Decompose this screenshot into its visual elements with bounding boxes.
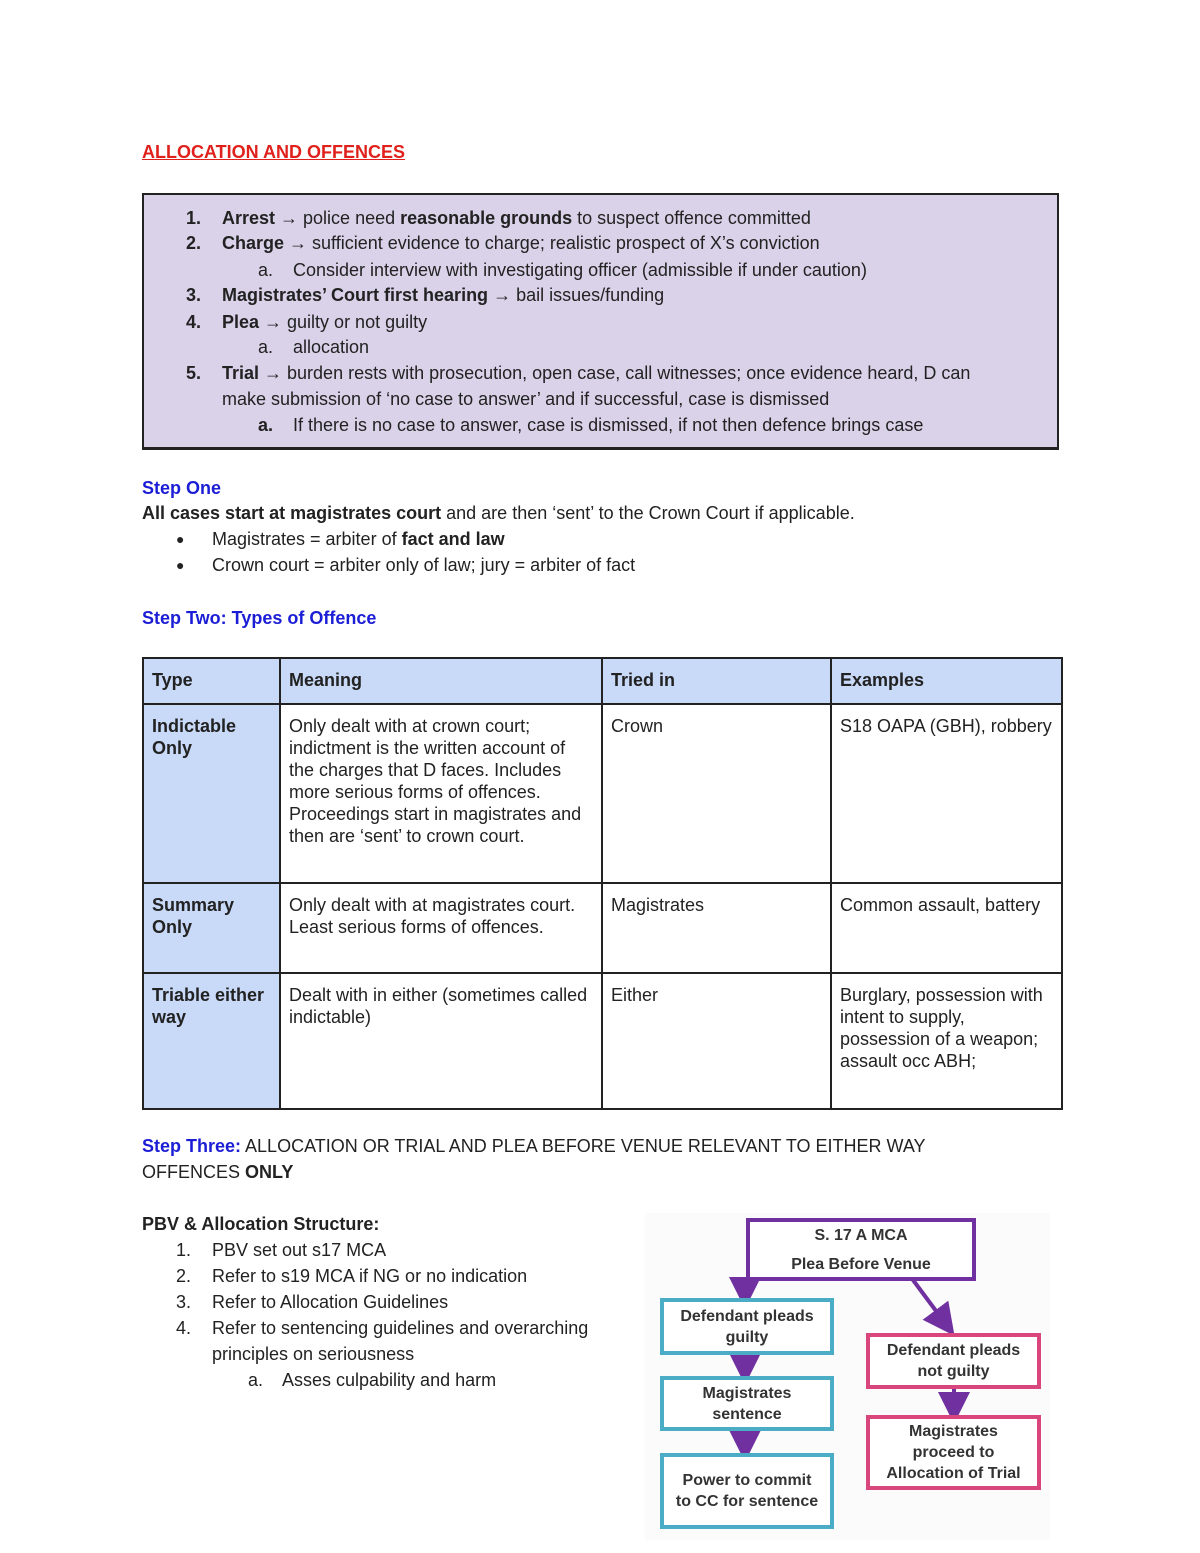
step-two-heading: Step Two: Types of Offence bbox=[142, 608, 377, 628]
examples-cell: S18 OAPA (GBH), robbery bbox=[831, 704, 1062, 883]
pbv-flowchart bbox=[645, 1213, 1050, 1540]
flow-box-s17: S. 17 A MCA Plea Before Venue bbox=[746, 1218, 976, 1281]
type-cell: Indictable Only bbox=[143, 704, 280, 883]
tried-cell: Crown bbox=[602, 704, 831, 883]
type-cell: Summary Only bbox=[143, 883, 280, 973]
meaning-cell: Only dealt with at magistrates court. Least serious forms of offences. bbox=[280, 883, 602, 973]
flow-box-not-guilty: Defendant pleads not guilty bbox=[866, 1333, 1041, 1389]
step-one-heading: Step One bbox=[142, 478, 222, 498]
step-three-line2: OFFENCES ONLY bbox=[142, 1162, 294, 1182]
column-header: Type bbox=[143, 658, 280, 704]
step-three-line1: Step Three: ALLOCATION OR TRIAL AND PLEA BEFORE VENUE RELEVANT TO EITHER WAY bbox=[142, 1136, 926, 1156]
table-row bbox=[143, 704, 1062, 883]
table-header-row bbox=[143, 658, 1062, 704]
type-cell: Triable either way bbox=[143, 973, 280, 1109]
list-item: ● Crown court = arbiter only of law; jury = arbiter of fact bbox=[176, 555, 636, 575]
examples-cell: Burglary, possession with intent to supply, possession of a weapon; assault occ ABH; bbox=[831, 973, 1062, 1109]
flow-box-allocation: Magistrates proceed to Allocation of Trial bbox=[866, 1415, 1041, 1490]
meaning-cell: Dealt with in either (sometimes called indictable) bbox=[280, 973, 602, 1109]
step-arrest: 1. Arrest → police need reasonable grounds to suspect offence committed bbox=[186, 208, 811, 228]
list-item: a. Asses culpability and harm bbox=[248, 1370, 497, 1390]
flow-box-commit: Power to commit to CC for sentence bbox=[660, 1453, 834, 1529]
table-row bbox=[143, 883, 1062, 973]
meaning-cell: Only dealt with at crown court; indictment is the written account of the charges that D faces. Includes more serious forms of offences. Proceedings start in magistrates and then are ‘sent’ to crown court. bbox=[280, 704, 602, 883]
pbv-heading: PBV & Allocation Structure: bbox=[142, 1214, 380, 1234]
page-title: ALLOCATION AND OFFENCES bbox=[142, 142, 405, 162]
column-header: Examples bbox=[831, 658, 1062, 704]
step-one-intro: All cases start at magistrates court and are then ‘sent’ to the Crown Court if applicable. bbox=[142, 503, 855, 523]
list-item: 3. Refer to Allocation Guidelines bbox=[176, 1292, 449, 1312]
list-item: 4. Refer to sentencing guidelines and overarching bbox=[176, 1318, 589, 1338]
list-item: 1. PBV set out s17 MCA bbox=[176, 1240, 387, 1260]
step-plea-sub: a. allocation bbox=[258, 337, 370, 357]
flow-box-mag-sentence: Magistrates sentence bbox=[660, 1376, 834, 1431]
table-row bbox=[143, 973, 1062, 1109]
column-header: Tried in bbox=[602, 658, 831, 704]
arrow-to-not-guilty bbox=[913, 1280, 945, 1323]
step-plea: 4. Plea → guilty or not guilty bbox=[186, 312, 428, 332]
tried-cell: Either bbox=[602, 973, 831, 1109]
flow-box-guilty: Defendant pleads guilty bbox=[660, 1298, 834, 1355]
step-trial-cont: make submission of ‘no case to answer’ and if successful, case is dismissed bbox=[222, 389, 830, 409]
step-charge: 2. Charge → sufficient evidence to charge; realistic prospect of X’s conviction bbox=[186, 233, 820, 253]
tried-cell: Magistrates bbox=[602, 883, 831, 973]
list-item: ● Magistrates = arbiter of fact and law bbox=[176, 529, 505, 549]
step-trial-sub: a. If there is no case to answer, case is dismissed, if not then defence brings case bbox=[258, 415, 924, 435]
process-steps-box bbox=[142, 193, 1059, 450]
column-header: Meaning bbox=[280, 658, 602, 704]
offence-types-table bbox=[142, 657, 1063, 1110]
list-item-cont: principles on seriousness bbox=[212, 1344, 415, 1364]
step-charge-sub: a. Consider interview with investigating officer (admissible if under caution) bbox=[258, 260, 867, 280]
list-item: 2. Refer to s19 MCA if NG or no indication bbox=[176, 1266, 528, 1286]
step-trial: 5. Trial → burden rests with prosecution, open case, call witnesses; once evidence heard, D can bbox=[186, 363, 971, 383]
step-first-hearing: 3. Magistrates’ Court first hearing → bail issues/funding bbox=[186, 285, 665, 305]
examples-cell: Common assault, battery bbox=[831, 883, 1062, 973]
